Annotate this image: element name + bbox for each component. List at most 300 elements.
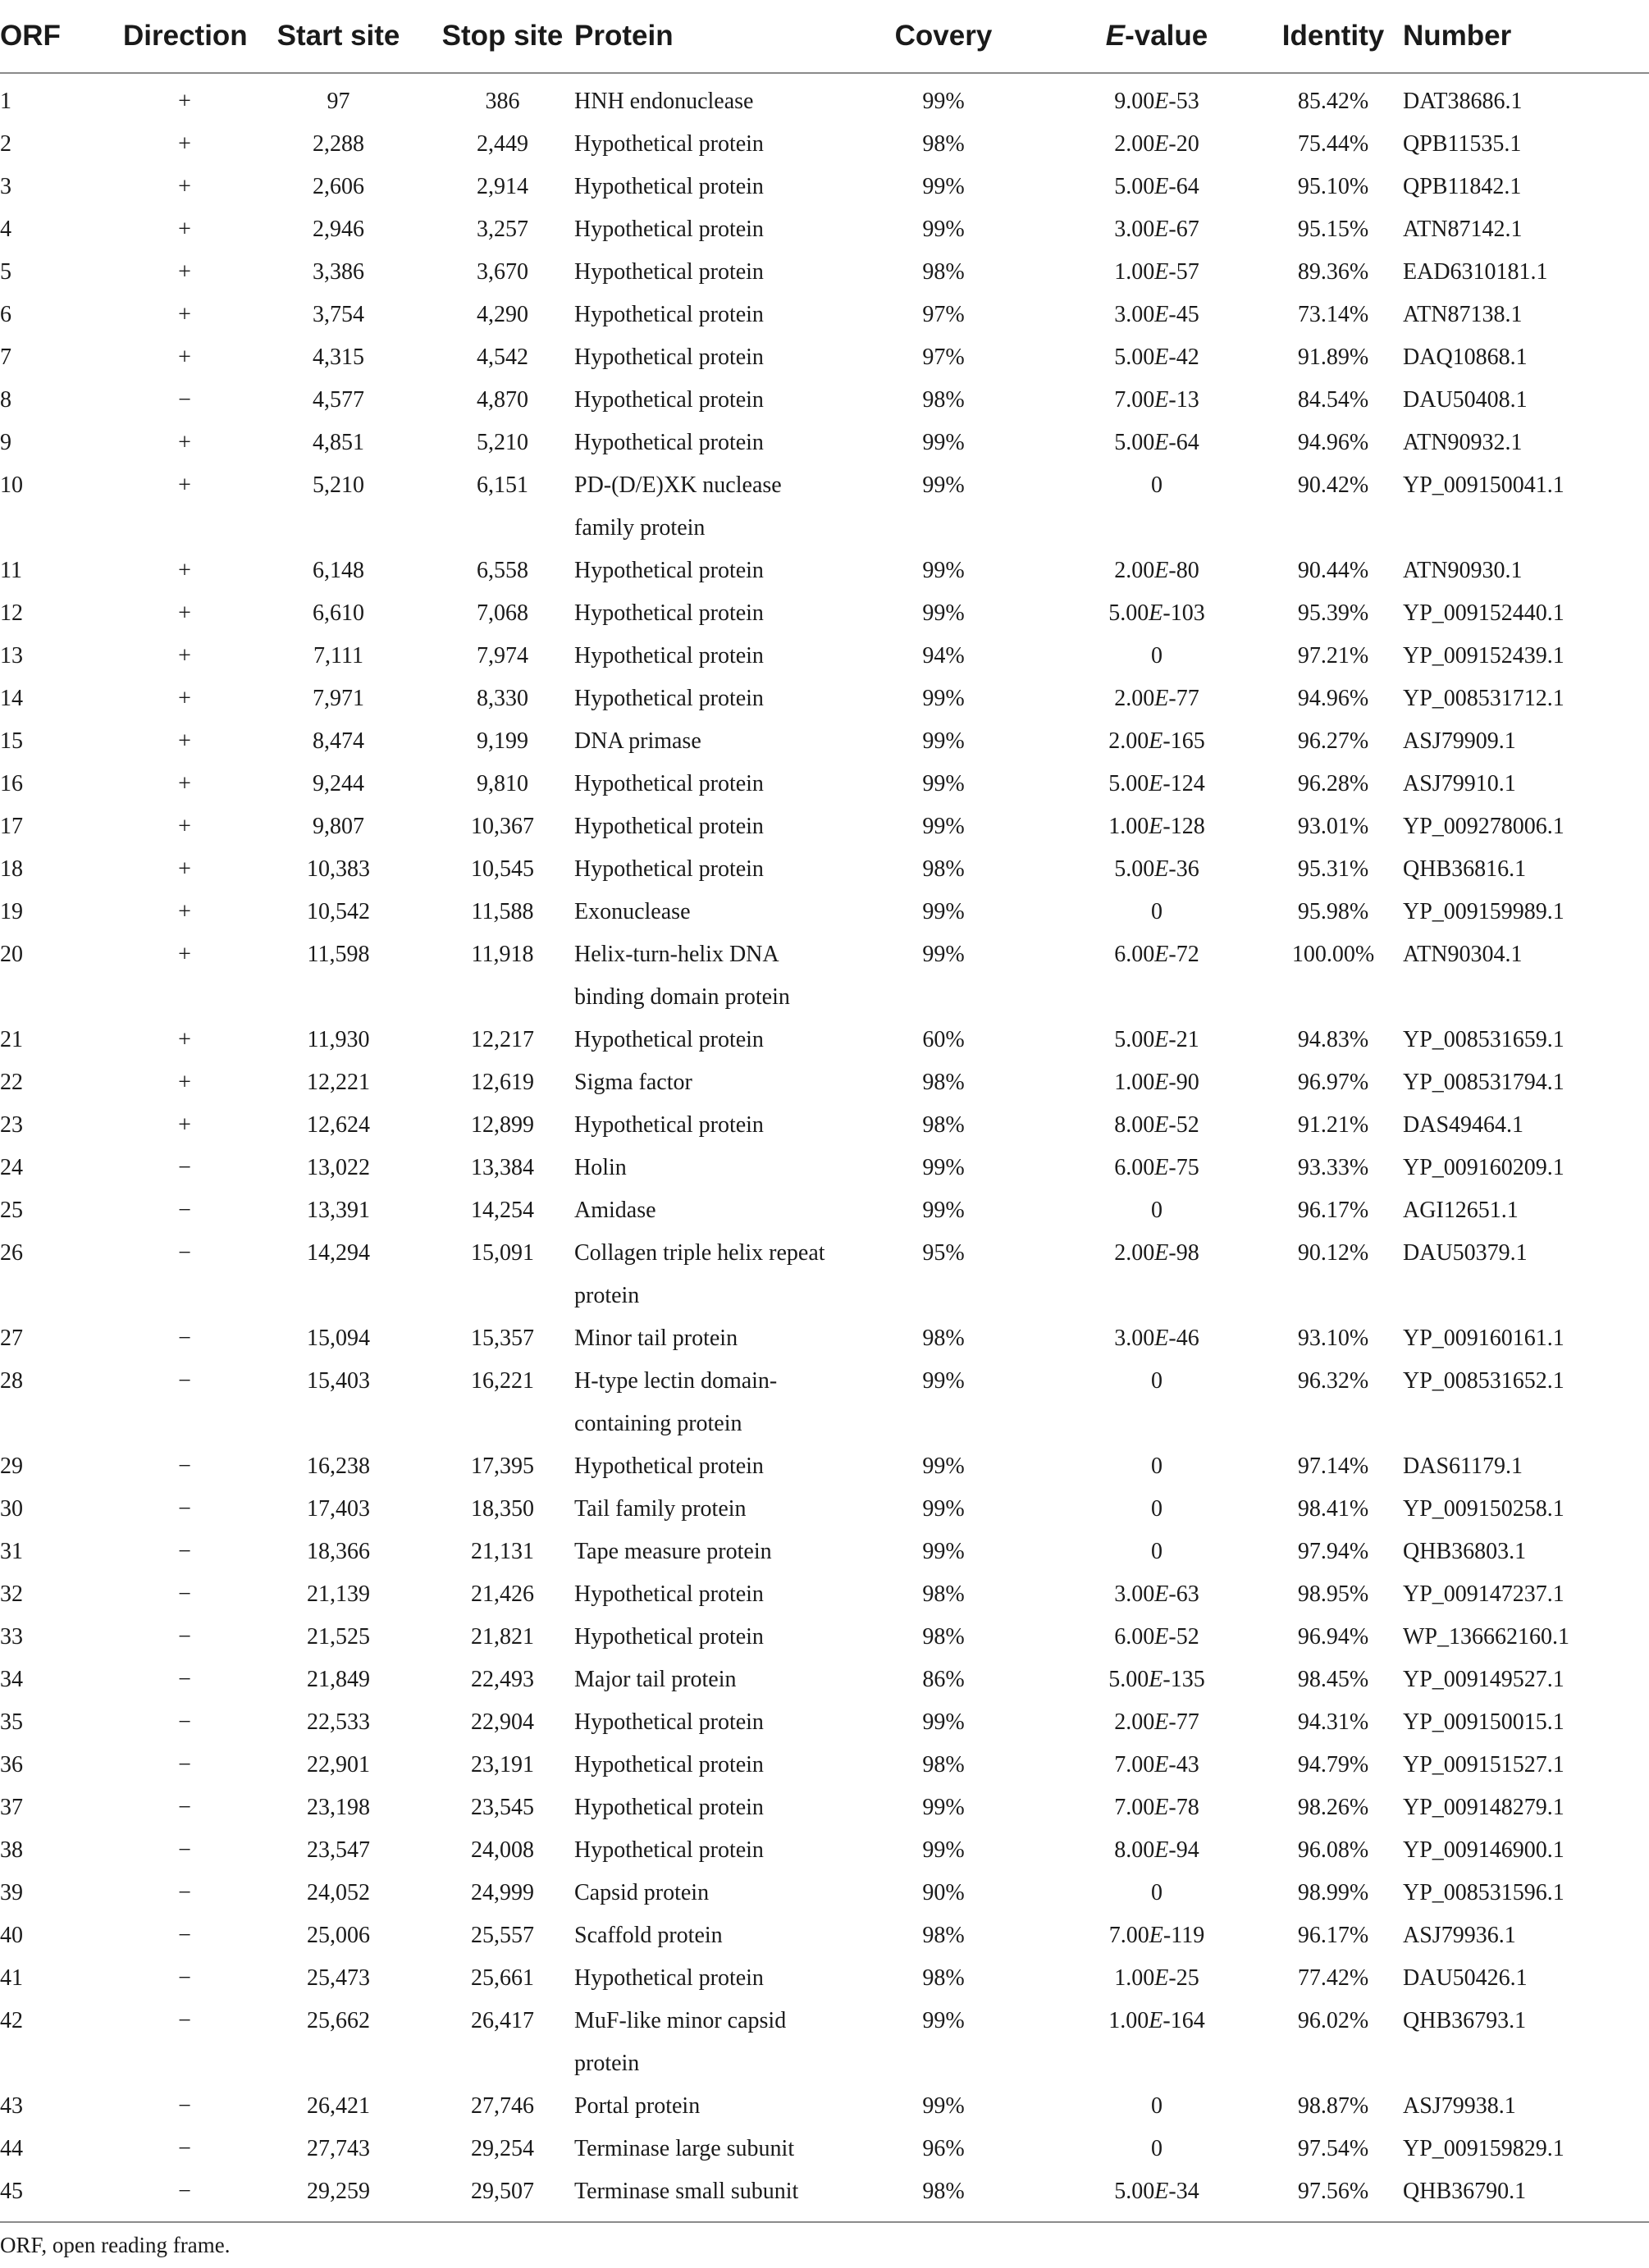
cell-stop-site: 10,545 <box>471 856 534 882</box>
table-row <box>0 720 1649 763</box>
cell-start-site: 13,391 <box>307 1198 370 1223</box>
cell-e-value: 8.00E-94 <box>1114 1837 1199 1863</box>
cell-e-value: 6.00E-52 <box>1114 1624 1199 1650</box>
cell-stop-site: 29,254 <box>471 2136 534 2161</box>
cell-covery: 99% <box>922 942 965 967</box>
cell-number: YP_009151527.1 <box>1403 1752 1564 1777</box>
cell-protein: Hypothetical protein <box>574 1624 764 1650</box>
cell-orf: 36 <box>0 1752 23 1777</box>
cell-direction: − <box>178 1752 191 1777</box>
cell-number: YP_008531712.1 <box>1403 686 1564 711</box>
header-direction: Direction <box>123 0 246 73</box>
cell-orf: 32 <box>0 1581 23 1607</box>
table-row <box>0 1189 1649 1232</box>
cell-orf: 35 <box>0 1709 23 1735</box>
table-row <box>0 379 1649 422</box>
cell-direction: − <box>178 1326 191 1351</box>
cell-protein: Collagen triple helix repeat protein <box>574 1240 825 1308</box>
cell-identity: 90.44% <box>1297 558 1369 583</box>
cell-covery: 99% <box>922 1453 965 1479</box>
cell-stop-site: 18,350 <box>471 1496 534 1522</box>
cell-identity: 75.44% <box>1297 131 1369 157</box>
cell-orf: 2 <box>0 131 11 157</box>
cell-number: QHB36816.1 <box>1403 856 1527 882</box>
cell-orf: 18 <box>0 856 23 882</box>
cell-protein: HNH endonuclease <box>574 89 754 114</box>
cell-start-site: 5,210 <box>313 472 364 498</box>
cell-direction: + <box>178 1112 191 1138</box>
cell-covery: 99% <box>922 89 965 114</box>
cell-number: YP_009278006.1 <box>1403 814 1564 839</box>
cell-stop-site: 4,290 <box>477 302 528 327</box>
cell-direction: + <box>178 1070 191 1095</box>
cell-number: DAU50379.1 <box>1403 1240 1528 1266</box>
cell-stop-site: 22,493 <box>471 1667 534 1692</box>
cell-stop-site: 2,914 <box>477 174 528 199</box>
cell-stop-site: 12,899 <box>471 1112 534 1138</box>
cell-start-site: 3,754 <box>313 302 364 327</box>
table-row <box>0 1147 1649 1189</box>
cell-protein: Hypothetical protein <box>574 1709 764 1735</box>
cell-protein: Tape measure protein <box>574 1539 772 1564</box>
cell-number: DAQ10868.1 <box>1403 345 1528 370</box>
table-body <box>0 73 1649 2222</box>
cell-number: WP_136662160.1 <box>1403 1624 1569 1650</box>
cell-direction: + <box>178 131 191 157</box>
cell-protein: Hypothetical protein <box>574 686 764 711</box>
cell-identity: 98.26% <box>1297 1795 1369 1820</box>
cell-e-value: 9.00E-53 <box>1114 89 1199 114</box>
cell-number: DAU50426.1 <box>1403 1965 1528 1991</box>
header-number: Number <box>1403 0 1649 73</box>
cell-number: DAS61179.1 <box>1403 1453 1523 1479</box>
cell-protein: Hypothetical protein <box>574 1837 764 1863</box>
cell-identity: 94.79% <box>1297 1752 1369 1777</box>
cell-covery: 97% <box>922 302 965 327</box>
cell-identity: 91.89% <box>1297 345 1369 370</box>
cell-number: ATN90932.1 <box>1403 430 1523 455</box>
cell-direction: + <box>178 771 191 796</box>
table-row <box>0 1616 1649 1659</box>
cell-e-value: 0 <box>1151 1198 1163 1223</box>
cell-start-site: 2,946 <box>313 217 364 242</box>
cell-covery: 98% <box>922 1923 965 1948</box>
cell-direction: − <box>178 1837 191 1863</box>
cell-orf: 37 <box>0 1795 23 1820</box>
cell-stop-site: 17,395 <box>471 1453 534 1479</box>
cell-stop-site: 3,670 <box>477 259 528 285</box>
table-footnote: ORF, open reading frame. <box>0 2233 231 2257</box>
table-row <box>0 2170 1649 2222</box>
cell-identity: 97.94% <box>1297 1539 1369 1564</box>
cell-direction: − <box>178 1667 191 1692</box>
cell-covery: 99% <box>922 1539 965 1564</box>
cell-covery: 99% <box>922 472 965 498</box>
cell-covery: 98% <box>922 1112 965 1138</box>
cell-direction: − <box>178 1965 191 1991</box>
cell-identity: 98.95% <box>1297 1581 1369 1607</box>
cell-number: QHB36793.1 <box>1403 2008 1527 2033</box>
cell-stop-site: 23,545 <box>471 1795 534 1820</box>
cell-number: ATN87142.1 <box>1403 217 1523 242</box>
cell-number: AGI12651.1 <box>1403 1198 1519 1223</box>
cell-start-site: 23,198 <box>307 1795 370 1820</box>
cell-identity: 91.21% <box>1297 1112 1369 1138</box>
cell-covery: 94% <box>922 643 965 669</box>
cell-start-site: 22,901 <box>307 1752 370 1777</box>
cell-orf: 34 <box>0 1667 23 1692</box>
cell-protein: Terminase small subunit <box>574 2179 799 2204</box>
cell-direction: − <box>178 1240 191 1266</box>
cell-protein: Hypothetical protein <box>574 1112 764 1138</box>
cell-identity: 97.56% <box>1297 2179 1369 2204</box>
cell-stop-site: 23,191 <box>471 1752 534 1777</box>
cell-orf: 9 <box>0 430 11 455</box>
cell-covery: 99% <box>922 771 965 796</box>
cell-orf: 13 <box>0 643 23 669</box>
cell-stop-site: 386 <box>485 89 520 114</box>
cell-start-site: 12,221 <box>307 1070 370 1095</box>
cell-covery: 99% <box>922 1198 965 1223</box>
cell-stop-site: 12,619 <box>471 1070 534 1095</box>
cell-e-value: 1.00E-164 <box>1108 2008 1205 2033</box>
cell-covery: 99% <box>922 2008 965 2033</box>
cell-covery: 98% <box>922 2179 965 2204</box>
cell-stop-site: 15,091 <box>471 1240 534 1266</box>
cell-protein: Hypothetical protein <box>574 217 764 242</box>
cell-stop-site: 9,810 <box>477 771 528 796</box>
cell-direction: + <box>178 345 191 370</box>
cell-start-site: 12,624 <box>307 1112 370 1138</box>
cell-e-value: 0 <box>1151 2136 1163 2161</box>
cell-direction: + <box>178 1027 191 1052</box>
cell-orf: 12 <box>0 600 23 626</box>
cell-direction: − <box>178 2136 191 2161</box>
cell-start-site: 7,971 <box>313 686 364 711</box>
cell-protein: Hypothetical protein <box>574 558 764 583</box>
cell-start-site: 18,366 <box>307 1539 370 1564</box>
cell-e-value: 7.00E-119 <box>1108 1923 1205 1948</box>
cell-start-site: 8,474 <box>313 728 364 754</box>
cell-number: YP_008531659.1 <box>1403 1027 1564 1052</box>
cell-direction: − <box>178 1581 191 1607</box>
cell-orf: 3 <box>0 174 11 199</box>
cell-protein: Hypothetical protein <box>574 302 764 327</box>
cell-protein: Hypothetical protein <box>574 174 764 199</box>
cell-stop-site: 14,254 <box>471 1198 534 1223</box>
cell-covery: 97% <box>922 345 965 370</box>
cell-orf: 14 <box>0 686 23 711</box>
table-row <box>0 891 1649 933</box>
cell-direction: + <box>178 856 191 882</box>
cell-identity: 97.21% <box>1297 643 1369 669</box>
cell-stop-site: 12,217 <box>471 1027 534 1052</box>
cell-stop-site: 25,557 <box>471 1923 534 1948</box>
cell-direction: + <box>178 472 191 498</box>
cell-orf: 7 <box>0 345 11 370</box>
cell-covery: 95% <box>922 1240 965 1266</box>
table-row <box>0 1957 1649 2000</box>
cell-identity: 96.94% <box>1297 1624 1369 1650</box>
cell-covery: 99% <box>922 1496 965 1522</box>
cell-identity: 98.41% <box>1297 1496 1369 1522</box>
cell-start-site: 24,052 <box>307 1880 370 1905</box>
cell-protein: Hypothetical protein <box>574 856 764 882</box>
cell-covery: 99% <box>922 1795 965 1820</box>
table-row <box>0 550 1649 592</box>
cell-orf: 30 <box>0 1496 23 1522</box>
table-row <box>0 805 1649 848</box>
cell-orf: 15 <box>0 728 23 754</box>
cell-number: YP_009159989.1 <box>1403 899 1564 924</box>
cell-protein: Hypothetical protein <box>574 643 764 669</box>
cell-stop-site: 8,330 <box>477 686 528 711</box>
cell-covery: 99% <box>922 1368 965 1394</box>
cell-direction: − <box>178 2179 191 2204</box>
cell-start-site: 2,288 <box>313 131 364 157</box>
table-row <box>0 1573 1649 1616</box>
cell-start-site: 26,421 <box>307 2093 370 2119</box>
cell-e-value: 5.00E-36 <box>1114 856 1199 882</box>
cell-protein: MuF-like minor capsid protein <box>574 2008 787 2076</box>
cell-covery: 99% <box>922 430 965 455</box>
cell-stop-site: 2,449 <box>477 131 528 157</box>
cell-covery: 99% <box>922 1709 965 1735</box>
cell-identity: 100.00% <box>1291 942 1375 967</box>
cell-protein: Hypothetical protein <box>574 814 764 839</box>
cell-direction: − <box>178 1368 191 1394</box>
cell-start-site: 21,525 <box>307 1624 370 1650</box>
cell-number: YP_008531596.1 <box>1403 1880 1564 1905</box>
cell-covery: 98% <box>922 131 965 157</box>
cell-number: YP_009150015.1 <box>1403 1709 1564 1735</box>
cell-stop-site: 6,558 <box>477 558 528 583</box>
cell-orf: 8 <box>0 387 11 413</box>
cell-direction: + <box>178 558 191 583</box>
cell-stop-site: 21,131 <box>471 1539 534 1564</box>
cell-orf: 29 <box>0 1453 23 1479</box>
cell-protein: Amidase <box>574 1198 656 1223</box>
cell-stop-site: 21,821 <box>471 1624 534 1650</box>
cell-orf: 24 <box>0 1155 23 1180</box>
cell-protein: Sigma factor <box>574 1070 692 1095</box>
cell-identity: 95.39% <box>1297 600 1369 626</box>
cell-orf: 38 <box>0 1837 23 1863</box>
cell-start-site: 6,148 <box>313 558 364 583</box>
header-start-site: Start site <box>246 0 431 73</box>
cell-start-site: 10,383 <box>307 856 370 882</box>
cell-number: YP_009152440.1 <box>1403 600 1564 626</box>
cell-number: DAU50408.1 <box>1403 387 1528 413</box>
cell-orf: 5 <box>0 259 11 285</box>
table-row <box>0 1019 1649 1061</box>
cell-e-value: 7.00E-43 <box>1114 1752 1199 1777</box>
cell-orf: 42 <box>0 2008 23 2033</box>
table-row <box>0 1872 1649 1914</box>
cell-protein: Capsid protein <box>574 1880 710 1905</box>
table-row <box>0 336 1649 379</box>
cell-identity: 96.97% <box>1297 1070 1369 1095</box>
cell-e-value: 3.00E-45 <box>1114 302 1199 327</box>
cell-identity: 85.42% <box>1297 89 1369 114</box>
table-row <box>0 1488 1649 1531</box>
cell-identity: 95.10% <box>1297 174 1369 199</box>
cell-direction: + <box>178 643 191 669</box>
cell-protein: Hypothetical protein <box>574 1965 764 1991</box>
table-row <box>0 763 1649 805</box>
cell-number: YP_009159829.1 <box>1403 2136 1564 2161</box>
cell-number: ASJ79909.1 <box>1403 728 1516 754</box>
cell-stop-site: 5,210 <box>477 430 528 455</box>
table-row <box>0 123 1649 166</box>
cell-identity: 84.54% <box>1297 387 1369 413</box>
cell-e-value: 0 <box>1151 2093 1163 2119</box>
cell-stop-site: 25,661 <box>471 1965 534 1991</box>
cell-orf: 22 <box>0 1070 23 1095</box>
cell-number: ATN90304.1 <box>1403 942 1523 967</box>
cell-number: DAS49464.1 <box>1403 1112 1524 1138</box>
cell-e-value: 5.00E-42 <box>1114 345 1199 370</box>
cell-direction: − <box>178 1453 191 1479</box>
cell-identity: 94.31% <box>1297 1709 1369 1735</box>
cell-protein: Hypothetical protein <box>574 1752 764 1777</box>
cell-e-value: 1.00E-25 <box>1114 1965 1199 1991</box>
cell-covery: 98% <box>922 856 965 882</box>
cell-e-value: 5.00E-64 <box>1114 174 1199 199</box>
cell-stop-site: 4,870 <box>477 387 528 413</box>
cell-protein: Terminase large subunit <box>574 2136 795 2161</box>
cell-covery: 98% <box>922 1965 965 1991</box>
cell-e-value: 5.00E-21 <box>1114 1027 1199 1052</box>
cell-stop-site: 21,426 <box>471 1581 534 1607</box>
cell-stop-site: 29,507 <box>471 2179 534 2204</box>
cell-covery: 98% <box>922 1752 965 1777</box>
header-e-value-prefix: E <box>1105 20 1126 52</box>
cell-identity: 96.27% <box>1297 728 1369 754</box>
cell-covery: 98% <box>922 1581 965 1607</box>
cell-protein: DNA primase <box>574 728 701 754</box>
cell-direction: − <box>178 1709 191 1735</box>
cell-e-value: 5.00E-34 <box>1114 2179 1199 2204</box>
cell-orf: 39 <box>0 1880 23 1905</box>
cell-number: YP_009148279.1 <box>1403 1795 1564 1820</box>
cell-direction: + <box>178 728 191 754</box>
cell-direction: − <box>178 1624 191 1650</box>
cell-number: ASJ79938.1 <box>1403 2093 1516 2119</box>
cell-covery: 90% <box>922 1880 965 1905</box>
cell-covery: 98% <box>922 387 965 413</box>
cell-start-site: 4,577 <box>313 387 364 413</box>
cell-identity: 98.45% <box>1297 1667 1369 1692</box>
cell-e-value: 0 <box>1151 643 1163 669</box>
cell-e-value: 6.00E-72 <box>1114 942 1199 967</box>
cell-protein: Holin <box>574 1155 627 1180</box>
cell-number: YP_009149527.1 <box>1403 1667 1564 1692</box>
table-row <box>0 1914 1649 1957</box>
cell-identity: 96.17% <box>1297 1198 1369 1223</box>
header-stop-site: Stop site <box>431 0 574 73</box>
cell-identity: 94.96% <box>1297 430 1369 455</box>
cell-direction: − <box>178 387 191 413</box>
cell-orf: 21 <box>0 1027 23 1052</box>
cell-orf: 26 <box>0 1240 23 1266</box>
cell-identity: 96.28% <box>1297 771 1369 796</box>
cell-identity: 89.36% <box>1297 259 1369 285</box>
cell-direction: − <box>178 1923 191 1948</box>
cell-orf: 16 <box>0 771 23 796</box>
cell-e-value: 1.00E-128 <box>1108 814 1205 839</box>
cell-start-site: 11,930 <box>307 1027 370 1052</box>
cell-e-value: 6.00E-75 <box>1114 1155 1199 1180</box>
cell-orf: 10 <box>0 472 23 498</box>
cell-e-value: 0 <box>1151 1496 1163 1522</box>
cell-orf: 20 <box>0 942 23 967</box>
cell-number: ASJ79910.1 <box>1403 771 1516 796</box>
cell-stop-site: 4,542 <box>477 345 528 370</box>
cell-direction: + <box>178 686 191 711</box>
cell-start-site: 29,259 <box>307 2179 370 2204</box>
cell-direction: + <box>178 217 191 242</box>
cell-start-site: 6,610 <box>313 600 364 626</box>
cell-number: YP_008531794.1 <box>1403 1070 1564 1095</box>
table-row <box>0 464 1649 550</box>
cell-start-site: 15,094 <box>307 1326 370 1351</box>
cell-e-value: 0 <box>1151 1880 1163 1905</box>
cell-identity: 96.08% <box>1297 1837 1369 1863</box>
cell-orf: 33 <box>0 1624 23 1650</box>
cell-orf: 25 <box>0 1198 23 1223</box>
cell-start-site: 11,598 <box>307 942 370 967</box>
cell-stop-site: 11,918 <box>471 942 534 967</box>
cell-identity: 93.33% <box>1297 1155 1369 1180</box>
cell-number: EAD6310181.1 <box>1403 259 1548 285</box>
cell-stop-site: 26,417 <box>471 2008 534 2033</box>
cell-start-site: 10,542 <box>307 899 370 924</box>
cell-stop-site: 16,221 <box>471 1368 534 1394</box>
cell-e-value: 2.00E-20 <box>1114 131 1199 157</box>
cell-identity: 94.96% <box>1297 686 1369 711</box>
cell-number: QPB11535.1 <box>1403 131 1522 157</box>
cell-protein: Portal protein <box>574 2093 701 2119</box>
cell-e-value: 0 <box>1151 1539 1163 1564</box>
cell-protein: PD-(D/E)XK nuclease family protein <box>574 472 782 541</box>
cell-e-value: 2.00E-98 <box>1114 1240 1199 1266</box>
table-row <box>0 592 1649 635</box>
cell-direction: − <box>178 1880 191 1905</box>
cell-identity: 96.17% <box>1297 1923 1369 1948</box>
cell-start-site: 13,022 <box>307 1155 370 1180</box>
table-row <box>0 1317 1649 1360</box>
cell-start-site: 15,403 <box>307 1368 370 1394</box>
cell-identity: 97.14% <box>1297 1453 1369 1479</box>
cell-identity: 93.01% <box>1297 814 1369 839</box>
cell-covery: 99% <box>922 217 965 242</box>
cell-e-value: 8.00E-52 <box>1114 1112 1199 1138</box>
cell-protein: Hypothetical protein <box>574 387 764 413</box>
cell-protein: Hypothetical protein <box>574 131 764 157</box>
table-row <box>0 1232 1649 1317</box>
cell-start-site: 4,315 <box>313 345 364 370</box>
cell-direction: − <box>178 1155 191 1180</box>
cell-direction: + <box>178 814 191 839</box>
cell-number: DAT38686.1 <box>1403 89 1523 114</box>
cell-start-site: 2,606 <box>313 174 364 199</box>
cell-e-value: 5.00E-103 <box>1108 600 1205 626</box>
cell-direction: − <box>178 2008 191 2033</box>
cell-stop-site: 7,974 <box>477 643 528 669</box>
cell-protein: Hypothetical protein <box>574 1795 764 1820</box>
cell-identity: 95.98% <box>1297 899 1369 924</box>
